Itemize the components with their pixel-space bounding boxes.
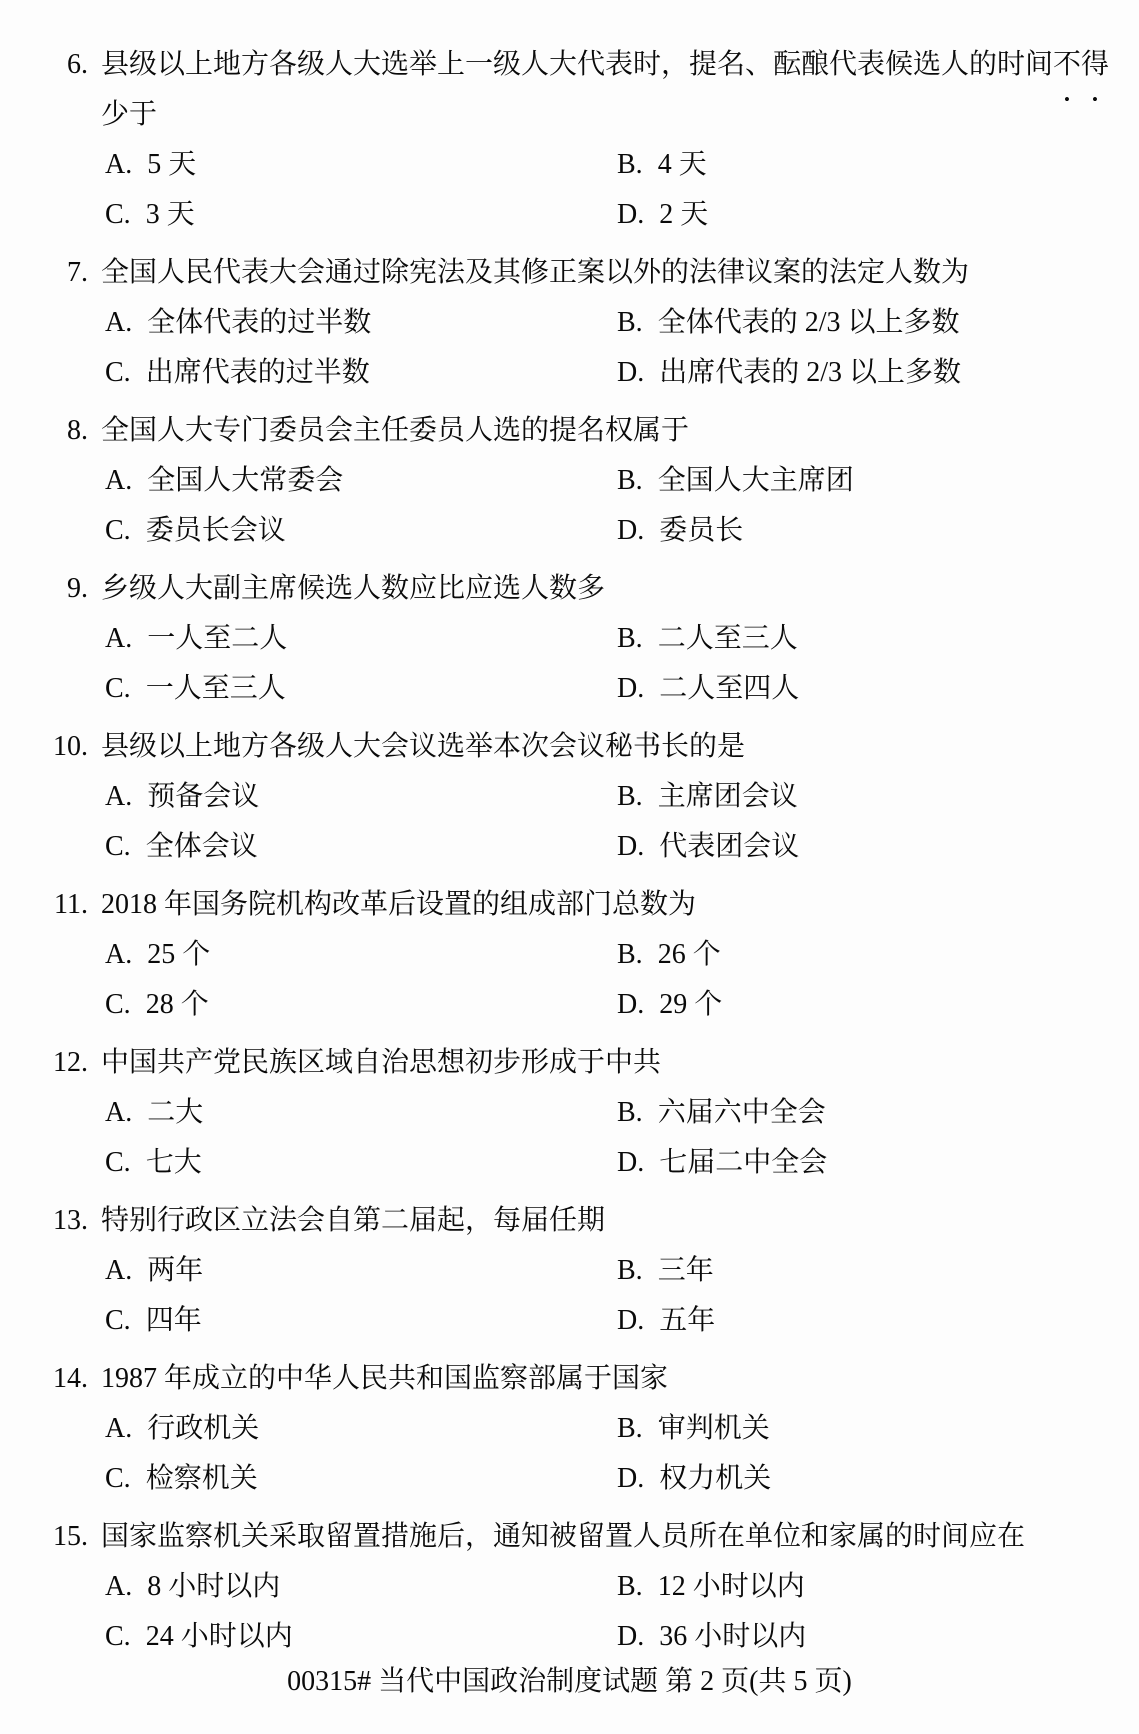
option-text: 全国人大常委会	[147, 465, 344, 496]
option-letter: C.	[105, 1147, 131, 1178]
option-a	[105, 298, 617, 348]
option-text: 出席代表的 2/3 以上多数	[659, 357, 962, 388]
option-letter: D.	[617, 1147, 645, 1178]
option-text: 五年	[659, 1305, 716, 1336]
option-text: 二人至四人	[659, 673, 800, 704]
option-grid	[105, 298, 1139, 398]
option-c	[105, 980, 617, 1030]
option-a	[105, 456, 617, 506]
option-letter: D.	[617, 199, 645, 230]
option-grid	[105, 614, 1139, 714]
option-text: 5 天	[147, 149, 197, 180]
question-text	[101, 564, 605, 614]
option-a	[105, 930, 617, 980]
option-text: 25 个	[147, 939, 211, 970]
question-text-main: 国家监察机关采取留置措施后，通知被留置人员所在单位和家属的时间应在	[101, 1521, 1026, 1552]
option-letter: D.	[617, 1463, 645, 1494]
option-grid	[105, 140, 1139, 240]
option-b	[617, 614, 1139, 664]
question-text	[101, 722, 745, 772]
option-b	[617, 140, 1139, 190]
option-d	[617, 1138, 1139, 1188]
option-letter: D.	[617, 1305, 645, 1336]
option-a	[105, 1246, 617, 1296]
question-number: 8.	[67, 415, 88, 446]
question-header	[0, 880, 1139, 930]
question-header	[0, 1038, 1139, 1088]
question-text	[101, 406, 689, 456]
option-text: 2 天	[659, 199, 709, 230]
option-letter: C.	[105, 1463, 131, 1494]
question-text	[101, 1354, 668, 1404]
question-text-main: 全国人民代表大会通过除宪法及其修正案以外的法律议案的法定人数为	[101, 257, 970, 288]
option-d	[617, 822, 1139, 872]
question-text	[101, 248, 969, 298]
option-text: 行政机关	[147, 1413, 260, 1444]
option-b	[617, 298, 1139, 348]
question-number: 6.	[67, 49, 88, 80]
question-number: 9.	[67, 573, 88, 604]
option-a	[105, 1562, 617, 1612]
question-text-main: 县级以上地方各级人大会议选举本次会议秘书长的是	[101, 731, 746, 762]
option-text: 26 个	[657, 939, 721, 970]
question	[0, 564, 1139, 714]
question-text-main: 特别行政区立法会自第二届起，每届任期	[101, 1205, 606, 1236]
option-grid	[105, 930, 1139, 1030]
question	[0, 40, 1139, 240]
option-letter: B.	[617, 781, 643, 812]
option-d	[617, 664, 1139, 714]
option-letter: B.	[617, 465, 643, 496]
option-letter: B.	[617, 939, 643, 970]
option-a	[105, 1404, 617, 1454]
option-b	[617, 1088, 1139, 1138]
question	[0, 1038, 1139, 1188]
question-number: 7.	[67, 257, 88, 288]
option-letter: C.	[105, 831, 131, 862]
option-d	[617, 1454, 1139, 1504]
option-c	[105, 190, 617, 240]
option-letter: A.	[105, 307, 133, 338]
option-letter: B.	[617, 1255, 643, 1286]
option-text: 一人至二人	[147, 623, 288, 654]
option-text: 预备会议	[147, 781, 260, 812]
question	[0, 1354, 1139, 1504]
option-text: 代表团会议	[659, 831, 800, 862]
option-c	[105, 1296, 617, 1346]
option-text: 主席团会议	[657, 781, 798, 812]
question-text-main: 中国共产党民族区域自治思想初步形成于中共	[101, 1047, 662, 1078]
option-letter: B.	[617, 1413, 643, 1444]
option-letter: D.	[617, 673, 645, 704]
option-text: 三年	[657, 1255, 714, 1286]
option-a	[105, 772, 617, 822]
question-header	[0, 406, 1139, 456]
question-text	[101, 1512, 1025, 1562]
option-d	[617, 190, 1139, 240]
option-text: 全体代表的 2/3 以上多数	[657, 307, 960, 338]
option-text: 24 小时以内	[145, 1621, 293, 1652]
option-text: 检察机关	[145, 1463, 258, 1494]
option-text: 权力机关	[659, 1463, 772, 1494]
question-text-continuation: 少于	[101, 99, 158, 130]
question-number: 14.	[53, 1363, 88, 1394]
option-b	[617, 1246, 1139, 1296]
option-a	[105, 140, 617, 190]
option-text: 四年	[145, 1305, 202, 1336]
question-number: 10.	[53, 731, 88, 762]
option-d	[617, 1612, 1139, 1662]
option-letter: A.	[105, 465, 133, 496]
question-number: 12.	[53, 1047, 88, 1078]
question	[0, 1512, 1139, 1662]
option-text: 3 天	[145, 199, 195, 230]
option-letter: A.	[105, 1413, 133, 1444]
option-letter: D.	[617, 989, 645, 1020]
option-grid	[105, 1246, 1139, 1346]
option-d	[617, 980, 1139, 1030]
question-header	[0, 1512, 1139, 1562]
option-d	[617, 506, 1139, 556]
option-grid	[105, 456, 1139, 556]
option-grid	[105, 772, 1139, 872]
option-c	[105, 348, 617, 398]
option-letter: A.	[105, 781, 133, 812]
option-text: 两年	[147, 1255, 204, 1286]
option-text: 二大	[147, 1097, 204, 1128]
question-text-main: 2018 年国务院机构改革后设置的组成部门总数为	[101, 889, 697, 920]
option-text: 全体会议	[145, 831, 258, 862]
option-letter: C.	[105, 1305, 131, 1336]
option-b	[617, 930, 1139, 980]
question-text	[101, 880, 696, 930]
option-b	[617, 772, 1139, 822]
option-letter: B.	[617, 307, 643, 338]
option-text: 二人至三人	[657, 623, 798, 654]
option-letter: D.	[617, 831, 645, 862]
option-text: 8 小时以内	[147, 1571, 281, 1602]
question	[0, 406, 1139, 556]
question	[0, 1196, 1139, 1346]
question	[0, 722, 1139, 872]
option-text: 全国人大主席团	[657, 465, 854, 496]
question-number: 11.	[54, 889, 88, 920]
option-text: 29 个	[659, 989, 723, 1020]
option-b	[617, 456, 1139, 506]
option-letter: A.	[105, 939, 133, 970]
question-number: 13.	[53, 1205, 88, 1236]
question-header	[0, 40, 1139, 90]
option-text: 出席代表的过半数	[145, 357, 370, 388]
option-c	[105, 664, 617, 714]
option-letter: C.	[105, 1621, 131, 1652]
option-c	[105, 1138, 617, 1188]
question-text-main: 全国人大专门委员会主任委员人选的提名权属于	[101, 415, 690, 446]
option-letter: B.	[617, 1097, 643, 1128]
option-letter: A.	[105, 1097, 133, 1128]
question	[0, 248, 1139, 398]
option-c	[105, 506, 617, 556]
option-text: 七届二中全会	[659, 1147, 828, 1178]
option-letter: C.	[105, 199, 131, 230]
question-header	[0, 248, 1139, 298]
option-letter: A.	[105, 149, 133, 180]
option-letter: C.	[105, 357, 131, 388]
option-grid	[105, 1404, 1139, 1504]
option-text: 4 天	[657, 149, 707, 180]
option-letter: C.	[105, 673, 131, 704]
question-text	[101, 1196, 605, 1246]
option-text: 全体代表的过半数	[147, 307, 372, 338]
question-text	[101, 1038, 661, 1088]
option-b	[617, 1404, 1139, 1454]
option-text: 36 小时以内	[659, 1621, 807, 1652]
option-text: 28 个	[145, 989, 209, 1020]
option-letter: A.	[105, 1571, 133, 1602]
option-text: 七大	[145, 1147, 202, 1178]
question-text-main: 1987 年成立的中华人民共和国监察部属于国家	[101, 1363, 669, 1394]
option-letter: C.	[105, 989, 131, 1020]
option-grid	[105, 1562, 1139, 1662]
option-text: 六届六中全会	[657, 1097, 826, 1128]
option-letter: D.	[617, 515, 645, 546]
option-letter: D.	[617, 1621, 645, 1652]
question-header	[0, 564, 1139, 614]
question-header	[0, 1354, 1139, 1404]
option-c	[105, 1612, 617, 1662]
option-letter: B.	[617, 149, 643, 180]
option-text: 12 小时以内	[657, 1571, 805, 1602]
question-text-emphasized: 不得	[1053, 49, 1110, 80]
option-grid	[105, 1088, 1139, 1188]
option-a	[105, 614, 617, 664]
option-text: 审判机关	[657, 1413, 770, 1444]
option-c	[105, 822, 617, 872]
question	[0, 880, 1139, 1030]
option-a	[105, 1088, 617, 1138]
question-header	[0, 1196, 1139, 1246]
option-b	[617, 1562, 1139, 1612]
option-c	[105, 1454, 617, 1504]
question-text	[101, 40, 1109, 90]
question-text-main: 县级以上地方各级人大选举上一级人大代表时，提名、酝酿代表候选人的时间	[101, 49, 1054, 80]
option-letter: D.	[617, 357, 645, 388]
option-letter: A.	[105, 1255, 133, 1286]
option-d	[617, 1296, 1139, 1346]
option-text: 委员长	[659, 515, 744, 546]
option-letter: C.	[105, 515, 131, 546]
option-letter: B.	[617, 623, 643, 654]
option-letter: A.	[105, 623, 133, 654]
option-letter: B.	[617, 1571, 643, 1602]
option-text: 一人至三人	[145, 673, 286, 704]
question-number: 15.	[53, 1521, 88, 1552]
question-header	[0, 722, 1139, 772]
option-d	[617, 348, 1139, 398]
page-footer: 00315# 当代中国政治制度试题 第 2 页(共 5 页)	[287, 1666, 852, 1697]
option-text: 委员长会议	[145, 515, 286, 546]
question-text-main: 乡级人大副主席候选人数应比应选人数多	[101, 573, 606, 604]
